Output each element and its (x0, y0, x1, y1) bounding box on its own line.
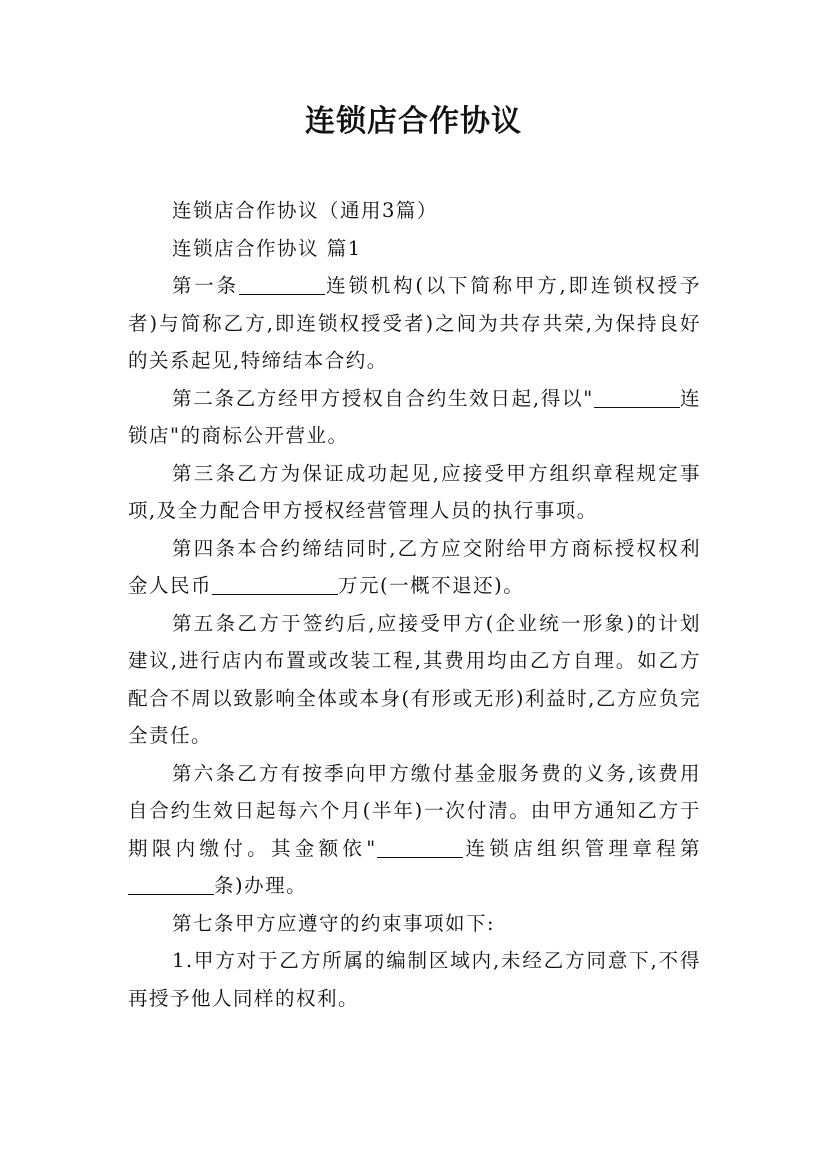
fill-in-blank (377, 837, 463, 858)
paragraph-text: 第六条乙方有按季向甲方缴付基金服务费的义务,该费用自合约生效日起每六个月(半年)一次付清。由甲方通知乙方于期限内缴付。其金额依" (128, 761, 701, 860)
paragraph-text: 第七条甲方应遵守的约束事项如下: (172, 911, 496, 935)
paragraph-text: 连锁店"的商标公开营业。 (128, 386, 701, 447)
paragraph-text: 万元(一概不退还)。 (338, 574, 525, 597)
paragraph-text: 第四条本合约缔结同时,乙方应交附给甲方商标授权权利金人民币 (128, 536, 701, 597)
paragraph-text: 第一条 (172, 274, 239, 297)
paragraph-article-2 (128, 380, 701, 455)
fill-in-blank (239, 275, 325, 296)
document-body (128, 192, 701, 1017)
fill-in-blank (128, 875, 214, 896)
paragraph-text: 连锁店合作协议 篇1 (172, 236, 362, 260)
paragraph-article-4 (128, 530, 701, 605)
paragraph-text: 连锁机构(以下简称甲方,即连锁权授予者)与简称乙方,即连锁权授受者)之间为共存共荣,为保持良好的关系起见,特缔结本合约。 (128, 274, 701, 372)
paragraph (128, 230, 701, 268)
paragraph-text: 1.甲方对于乙方所属的编制区域内,未经乙方同意下,不得再授予他人同样的权利。 (128, 949, 701, 1010)
paragraph-text: 第五条乙方于签约后,应接受甲方(企业统一形象)的计划建议,进行店内布置或改装工程,其费用均由乙方自理。如乙方配合不周以致影响全体或本身(有形或无形)利益时,乙方应负完全责任。 (128, 611, 701, 747)
paragraph-article-3 (128, 455, 701, 530)
document-title: 连锁店合作协议 (305, 104, 522, 139)
fill-in-blank (594, 387, 680, 408)
paragraph-text: 连锁店组织管理章程第 (462, 836, 701, 860)
fill-in-blank (212, 575, 338, 596)
paragraph-text: 条)办理。 (214, 874, 308, 897)
paragraph-article-1 (128, 267, 701, 380)
paragraph-article-6 (128, 755, 701, 905)
paragraph (128, 192, 701, 230)
paragraph-text: 连锁店合作协议（通用3篇） (172, 199, 438, 222)
paragraph-text: 第三条乙方为保证成功起见,应接受甲方组织章程规定事项,及全力配合甲方授权经营管理人员的执行事项。 (128, 461, 701, 522)
paragraph-article-7 (128, 905, 701, 943)
paragraph-text: 第二条乙方经甲方授权自合约生效日起,得以" (172, 386, 594, 410)
paragraph-article-5 (128, 605, 701, 755)
paragraph-item-1 (128, 942, 701, 1017)
